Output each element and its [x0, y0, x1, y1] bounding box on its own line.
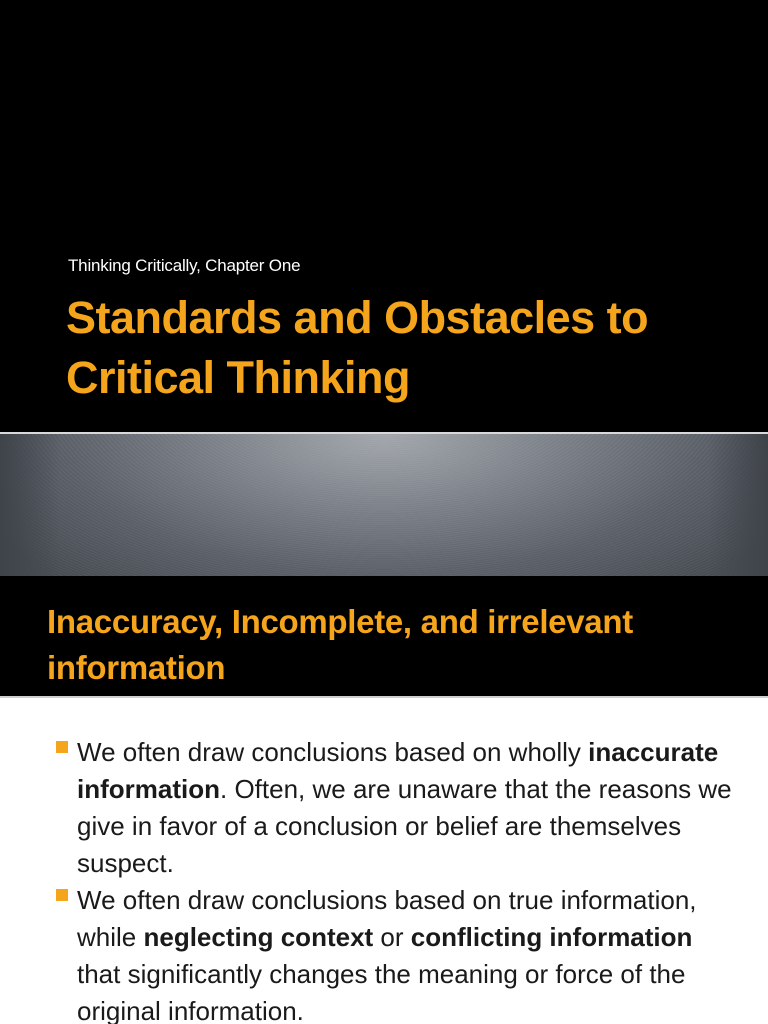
- square-bullet-icon: [56, 889, 68, 901]
- bullet-item: [56, 882, 736, 1024]
- title-slide: [0, 0, 768, 432]
- bullet-text: We often draw conclusions based on true information, while: [77, 885, 697, 952]
- bullet-text: or: [373, 922, 411, 952]
- bullet-text: that significantly changes the meaning or force of the original information.: [77, 959, 686, 1024]
- content-slide-heading: Inaccuracy, Incomplete, and irrelevant information: [47, 603, 633, 686]
- square-bullet-icon: [56, 741, 68, 753]
- band-shade-right: [708, 434, 768, 576]
- content-slide-header: [0, 576, 768, 696]
- bullet-text: We often draw conclusions based on wholly: [77, 737, 589, 767]
- bullet-emphasis: conflicting information: [410, 922, 693, 952]
- bullet-emphasis: neglecting context: [143, 922, 374, 952]
- bullet-emphasis: inaccurate information: [77, 737, 719, 804]
- band-shade-left: [0, 434, 60, 576]
- arc-pattern: [0, 434, 768, 576]
- bullet-text: . Often, we are unaware that the reasons we give in favor of a conclusion or belief are themselves suspect.: [77, 774, 732, 878]
- bullet-list: [56, 734, 736, 1024]
- slide-subtitle: Thinking Critically, Chapter One: [68, 256, 301, 275]
- content-slide-body: [0, 698, 768, 1024]
- slide-title: Standards and Obstacles to Critical Thinking: [66, 292, 649, 403]
- title-slide-decorative-band: [0, 434, 768, 576]
- bullet-item: [56, 734, 736, 882]
